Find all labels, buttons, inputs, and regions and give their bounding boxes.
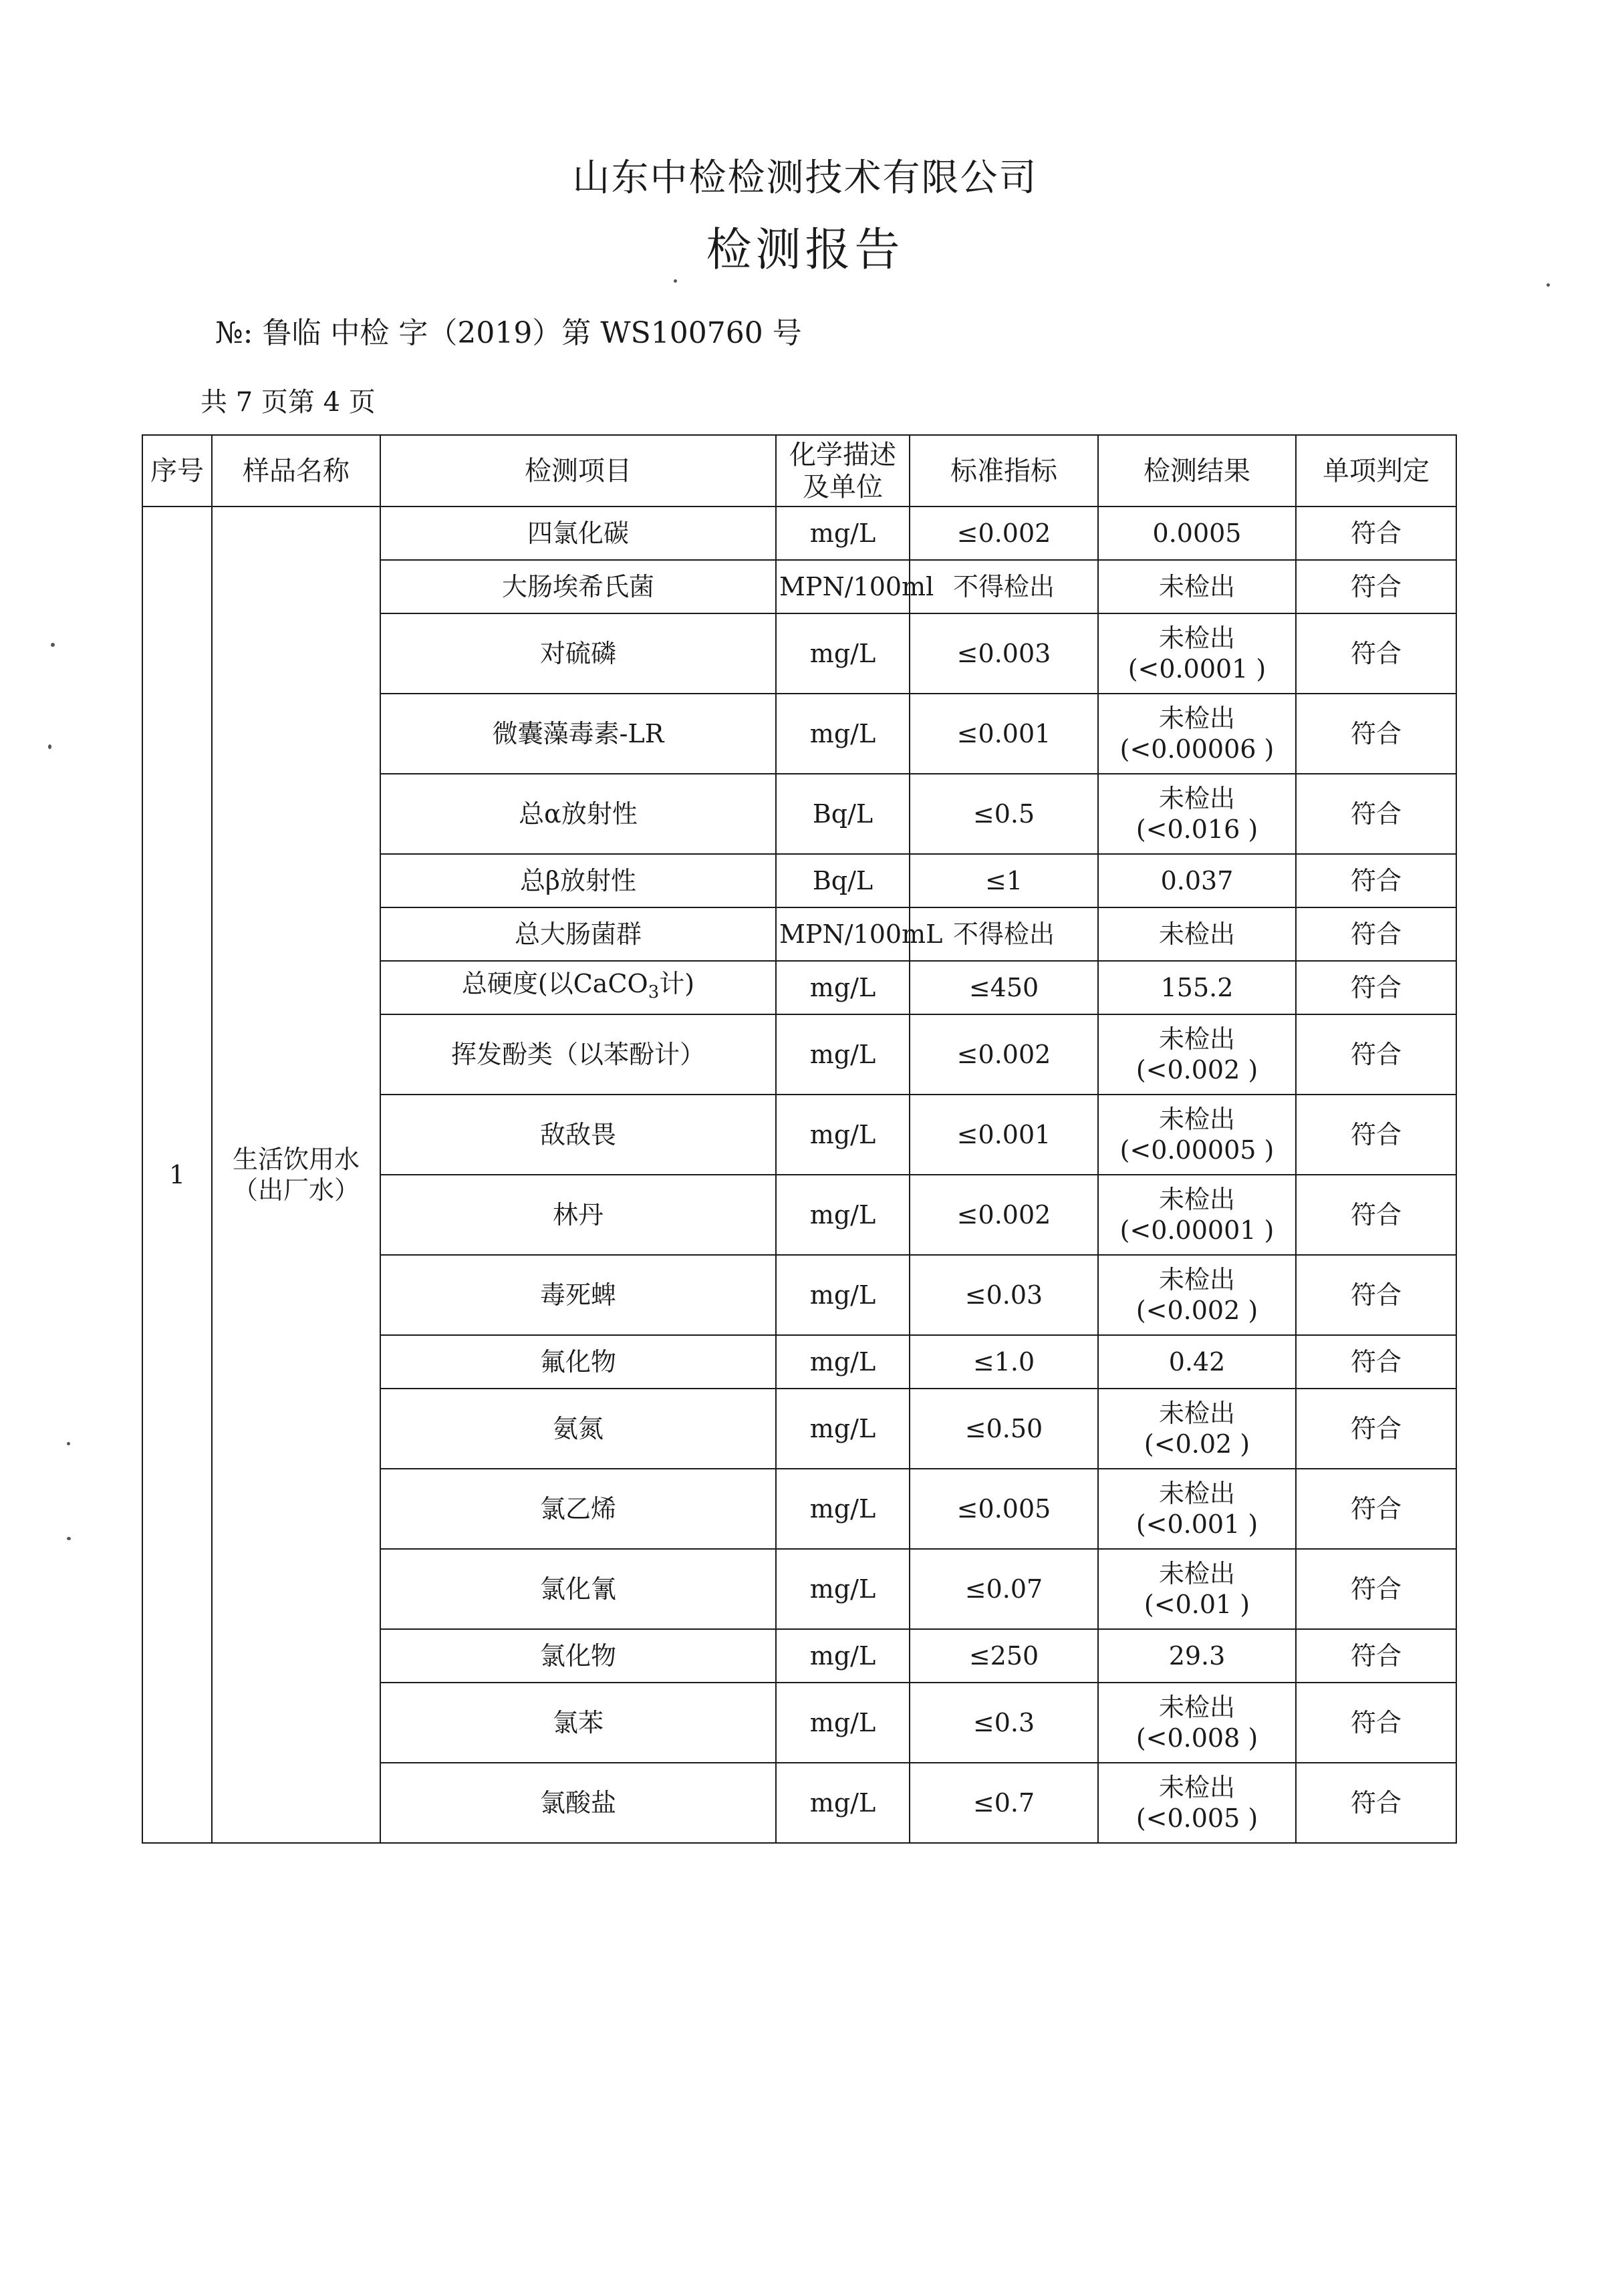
unit-cell: Bq/L [776,774,910,854]
item-cell: 林丹 [380,1175,776,1255]
item-cell: 敌敌畏 [380,1095,776,1175]
judgment-cell: 符合 [1296,854,1456,907]
unit-cell: mg/L [776,613,910,694]
standard-cell: ≤450 [910,961,1098,1014]
item-cell: 氟化物 [380,1335,776,1389]
item-cell: 大肠埃希氏菌 [380,560,776,613]
result-value: 未检出 [1158,1265,1235,1294]
result-detection-limit: (<0.00001 ) [1119,1215,1274,1245]
result-value: 未检出 [1158,623,1235,653]
header-standard: 标准指标 [910,435,1098,507]
result-detection-limit: (<0.002 ) [1135,1055,1258,1085]
result-cell [1098,1095,1296,1175]
result-detection-limit: (<0.008 ) [1135,1723,1258,1753]
result-cell [1098,613,1296,694]
standard-cell: ≤0.001 [910,1095,1098,1175]
item-cell: 对硫磷 [380,613,776,694]
seq-cell: 1 [142,507,212,1843]
judgment-cell: 符合 [1296,1014,1456,1095]
item-cell: 氯化氰 [380,1549,776,1629]
judgment-cell: 符合 [1296,560,1456,613]
item-cell: 氯苯 [380,1683,776,1763]
unit-cell: mg/L [776,1389,910,1469]
unit-cell: mg/L [776,694,910,774]
result-detection-limit: (<0.005 ) [1135,1804,1258,1833]
judgment-cell: 符合 [1296,1683,1456,1763]
standard-cell: ≤0.07 [910,1549,1098,1629]
item-cell: 毒死蜱 [380,1255,776,1335]
result-value: 0.037 [1160,866,1234,895]
sample-name-line1: 生活饮用水 [232,1145,360,1174]
unit-cell: mg/L [776,1014,910,1095]
unit-cell: mg/L [776,1469,910,1549]
result-value: 29.3 [1168,1641,1226,1671]
unit-cell: mg/L [776,1763,910,1843]
scan-speck [51,643,55,647]
result-cell [1098,1629,1296,1683]
header-sample: 样品名称 [212,435,380,507]
standard-cell: ≤0.3 [910,1683,1098,1763]
scan-speck [674,279,677,283]
result-cell [1098,694,1296,774]
standard-cell: ≤0.005 [910,1469,1098,1549]
item-cell: 四氯化碳 [380,507,776,560]
unit-cell: mg/L [776,1335,910,1389]
result-cell [1098,1389,1296,1469]
item-cell: 挥发酚类（以苯酚计） [380,1014,776,1095]
result-detection-limit: (<0.01 ) [1144,1590,1250,1619]
item-cell: 总β放射性 [380,854,776,907]
standard-cell: ≤0.7 [910,1763,1098,1843]
result-value: 未检出 [1158,1773,1235,1802]
scan-speck [67,1537,71,1540]
result-cell [1098,1335,1296,1389]
item-cell [380,961,776,1014]
result-value: 未检出 [1158,704,1235,733]
company-name: 山东中检检测技术有限公司 [572,156,1038,200]
result-cell [1098,1175,1296,1255]
unit-cell: mg/L [776,507,910,560]
standard-cell: ≤0.003 [910,613,1098,694]
result-cell [1098,907,1296,961]
result-cell [1098,1255,1296,1335]
result-value: 未检出 [1158,1693,1235,1722]
result-value: 0.0005 [1152,519,1242,548]
test-results-table [142,434,1457,1844]
result-detection-limit: (<0.00006 ) [1119,734,1274,764]
scan-speck [1547,283,1550,287]
standard-cell: 不得检出 [910,560,1098,613]
result-value: 未检出 [1158,1105,1235,1134]
header-seq: 序号 [142,435,212,507]
result-value: 155.2 [1160,973,1234,1002]
judgment-cell: 符合 [1296,1763,1456,1843]
standard-cell: ≤0.002 [910,1014,1098,1095]
header-unit-line2: 及单位 [803,471,883,503]
judgment-cell: 符合 [1296,694,1456,774]
item-text-subscript: 3 [648,982,660,1002]
table-header-row [142,435,1456,507]
item-text-prefix: 总硬度(以CaCO [461,968,648,998]
standard-cell: ≤0.50 [910,1389,1098,1469]
unit-cell: mg/L [776,1549,910,1629]
item-text-suffix: 计) [659,968,695,998]
result-detection-limit: (<0.016 ) [1135,815,1258,844]
standard-cell: ≤0.001 [910,694,1098,774]
judgment-cell: 符合 [1296,1469,1456,1549]
document-number: №: 鲁临 中检 字（2019）第 WS100760 号 [215,316,802,350]
standard-cell: ≤0.03 [910,1255,1098,1335]
scan-speck [67,1442,70,1445]
judgment-cell: 符合 [1296,907,1456,961]
result-detection-limit: (<0.001 ) [1135,1510,1258,1539]
result-cell [1098,854,1296,907]
result-value: 未检出 [1158,1185,1235,1214]
result-value: 未检出 [1158,572,1235,601]
header-result: 检测结果 [1098,435,1296,507]
page-info: 共 7 页第 4 页 [200,387,376,418]
standard-cell: 不得检出 [910,907,1098,961]
item-cell: 总大肠菌群 [380,907,776,961]
judgment-cell: 符合 [1296,1335,1456,1389]
result-cell [1098,560,1296,613]
unit-cell: Bq/L [776,854,910,907]
standard-cell: ≤0.5 [910,774,1098,854]
item-cell: 氨氮 [380,1389,776,1469]
result-detection-limit: (<0.02 ) [1144,1429,1250,1459]
item-cell: 氯乙烯 [380,1469,776,1549]
result-cell [1098,1469,1296,1549]
judgment-cell: 符合 [1296,961,1456,1014]
header-unit-line1: 化学描述 [789,439,896,470]
header-judgment: 单项判定 [1296,435,1456,507]
result-cell [1098,774,1296,854]
judgment-cell: 符合 [1296,1095,1456,1175]
judgment-cell: 符合 [1296,613,1456,694]
table-row [142,507,1456,560]
item-cell: 微囊藻毒素-LR [380,694,776,774]
unit-cell: mg/L [776,1175,910,1255]
result-value: 未检出 [1158,919,1235,949]
judgment-cell: 符合 [1296,1389,1456,1469]
item-cell: 总α放射性 [380,774,776,854]
judgment-cell: 符合 [1296,774,1456,854]
header-item: 检测项目 [380,435,776,507]
judgment-cell: 符合 [1296,1629,1456,1683]
result-detection-limit: (<0.002 ) [1135,1296,1258,1325]
result-value: 未检出 [1158,1024,1235,1054]
result-value: 未检出 [1158,1399,1235,1428]
result-value: 0.42 [1168,1347,1226,1377]
judgment-cell: 符合 [1296,507,1456,560]
unit-cell: mg/L [776,1255,910,1335]
scan-speck [48,744,51,749]
unit-cell: mg/L [776,1683,910,1763]
result-detection-limit: (<0.0001 ) [1127,654,1266,684]
result-cell [1098,1683,1296,1763]
result-value: 未检出 [1158,784,1235,813]
result-value: 未检出 [1158,1479,1235,1508]
unit-cell: mg/L [776,1629,910,1683]
header-unit [776,435,910,507]
standard-cell: ≤1 [910,854,1098,907]
report-title: 检测报告 [706,224,904,277]
result-cell [1098,961,1296,1014]
table-body [142,507,1456,1843]
result-cell [1098,1763,1296,1843]
unit-cell: mg/L [776,1095,910,1175]
judgment-cell: 符合 [1296,1549,1456,1629]
standard-cell: ≤1.0 [910,1335,1098,1389]
result-value: 未检出 [1158,1559,1235,1588]
item-cell: 氯化物 [380,1629,776,1683]
result-detection-limit: (<0.00005 ) [1119,1135,1274,1165]
result-cell [1098,1549,1296,1629]
sample-name-line2: （出厂水） [232,1175,360,1205]
standard-cell: ≤250 [910,1629,1098,1683]
standard-cell: ≤0.002 [910,1175,1098,1255]
result-cell [1098,1014,1296,1095]
standard-cell: ≤0.002 [910,507,1098,560]
sample-name-cell [212,507,380,1843]
judgment-cell: 符合 [1296,1175,1456,1255]
unit-cell: MPN/100ml [776,560,910,613]
item-cell: 氯酸盐 [380,1763,776,1843]
result-cell [1098,507,1296,560]
judgment-cell: 符合 [1296,1255,1456,1335]
unit-cell: mg/L [776,961,910,1014]
unit-cell: MPN/100mL [776,907,910,961]
